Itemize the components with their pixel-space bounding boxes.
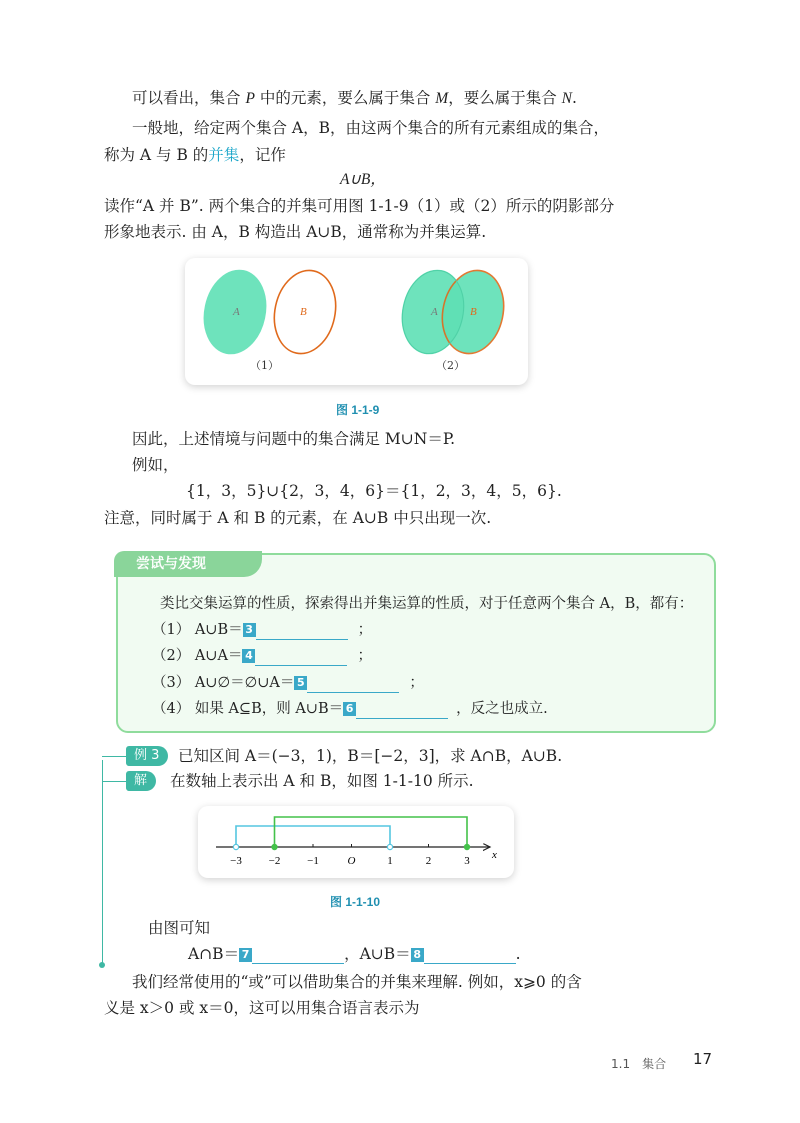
figure-caption: 图 1-1-9 — [336, 403, 380, 417]
tick-label: 2 — [425, 855, 432, 867]
venn2-caption: （2） — [436, 359, 465, 372]
formula-example: {1，3，5}∪{2，3，4，6}＝{1，2，3，4，5，6}. — [186, 482, 562, 500]
answer-blank[interactable] — [252, 948, 344, 964]
tick-label: −3 — [230, 855, 242, 867]
venn2-label-b: B — [470, 306, 477, 318]
interval-endpoint — [272, 844, 277, 849]
figure-caption: 图 1-1-10 — [330, 895, 381, 909]
interval-b — [275, 817, 468, 847]
solution-tag: 解 — [126, 771, 156, 791]
answer-blank[interactable] — [307, 677, 399, 693]
try-intro: 类比交集运算的性质，探索得出并集运算的性质，对于任意两个集合 A，B，都有： — [160, 596, 694, 612]
answer-blank[interactable] — [255, 650, 347, 666]
paragraph-line: 形象地表示. 由 A，B 构造出 A∪B，通常称为并集运算. — [104, 223, 487, 241]
paragraph-line: 读作“A 并 B”. 两个集合的并集可用图 1-1-9（1）或（2）所示的阴影部分 — [104, 197, 615, 215]
blank-number: 8 — [411, 948, 424, 962]
venn2-label-a: A — [431, 306, 438, 318]
tick-label: 3 — [464, 855, 470, 867]
paragraph-line: 注意，同时属于 A 和 B 的元素，在 A∪B 中只出现一次. — [104, 509, 492, 527]
tick-label: −1 — [307, 855, 319, 867]
interval-endpoint — [387, 844, 392, 849]
answer-line: A∩B＝ 7 ，A∪B＝ 8 . — [188, 945, 521, 963]
venn1-label-a: A — [233, 306, 240, 318]
example-tag: 例 3 — [126, 746, 168, 766]
blank-number: 4 — [242, 649, 255, 663]
answer-blank[interactable] — [356, 703, 448, 719]
paragraph-line: 可以看出，集合 P 中的元素，要么属于集合 M，要么属于集合 N. — [132, 89, 577, 107]
try-and-discover-title: 尝试与发现 — [114, 551, 262, 577]
blank-number: 6 — [343, 702, 356, 716]
venn-figure-card — [185, 258, 528, 385]
property-item: （1） A∪B＝ 3 ； — [152, 622, 373, 638]
keyword-union: 并集 — [208, 146, 240, 164]
page-number: 17 — [693, 1050, 713, 1068]
paragraph-line: 我们经常使用的“或”可以借助集合的并集来理解. 例如，x⩾0 的含 — [132, 973, 582, 991]
tick-label: 1 — [387, 855, 393, 867]
x-axis-label: x — [492, 849, 497, 861]
tick-label: −2 — [268, 855, 281, 867]
paragraph-line: 称为 A 与 B 的并集，记作 — [104, 146, 286, 164]
solution-guide-line — [102, 760, 103, 965]
property-item: （3） A∪∅＝∅∪A＝ 5 ； — [152, 675, 424, 691]
blank-number: 3 — [243, 623, 256, 637]
interval-endpoint — [464, 844, 469, 849]
paragraph-line: 因此，上述情境与问题中的集合满足 M∪N＝P. — [132, 430, 456, 448]
interval-a — [236, 826, 390, 847]
property-item: （4） 如果 A⊆B，则 A∪B＝ 6 ，反之也成立. — [152, 701, 548, 717]
interval-endpoint — [233, 844, 238, 849]
number-line-figure — [198, 806, 514, 878]
venn1-caption: （1） — [250, 359, 279, 372]
blank-number: 7 — [239, 948, 252, 962]
blank-number: 5 — [294, 676, 307, 690]
footer-section: 1.1 集合 — [611, 1057, 667, 1071]
property-item: （2） A∪A＝ 4 ； — [152, 648, 372, 664]
answer-blank[interactable] — [424, 948, 516, 964]
paragraph-line: 例如， — [132, 456, 179, 474]
formula-union: A∪B， — [340, 171, 386, 188]
paragraph-line: 一般地，给定两个集合 A，B，由这两个集合的所有元素组成的集合， — [132, 119, 610, 137]
venn-diagrams — [185, 258, 528, 385]
guide-dot — [99, 962, 105, 968]
conclusion-text: 由图可知 — [148, 919, 211, 937]
paragraph-line: 义是 x＞0 或 x＝0，这可以用集合语言表示为 — [104, 999, 420, 1017]
number-line-card — [198, 806, 514, 878]
example-text: 已知区间 A＝(−3，1)，B＝[−2，3]，求 A∩B，A∪B. — [178, 747, 563, 765]
solution-text: 在数轴上表示出 A 和 B，如图 1-1-10 所示. — [170, 772, 474, 790]
venn1-label-b: B — [300, 306, 307, 318]
answer-blank[interactable] — [256, 624, 348, 640]
tick-label: O — [347, 855, 356, 867]
